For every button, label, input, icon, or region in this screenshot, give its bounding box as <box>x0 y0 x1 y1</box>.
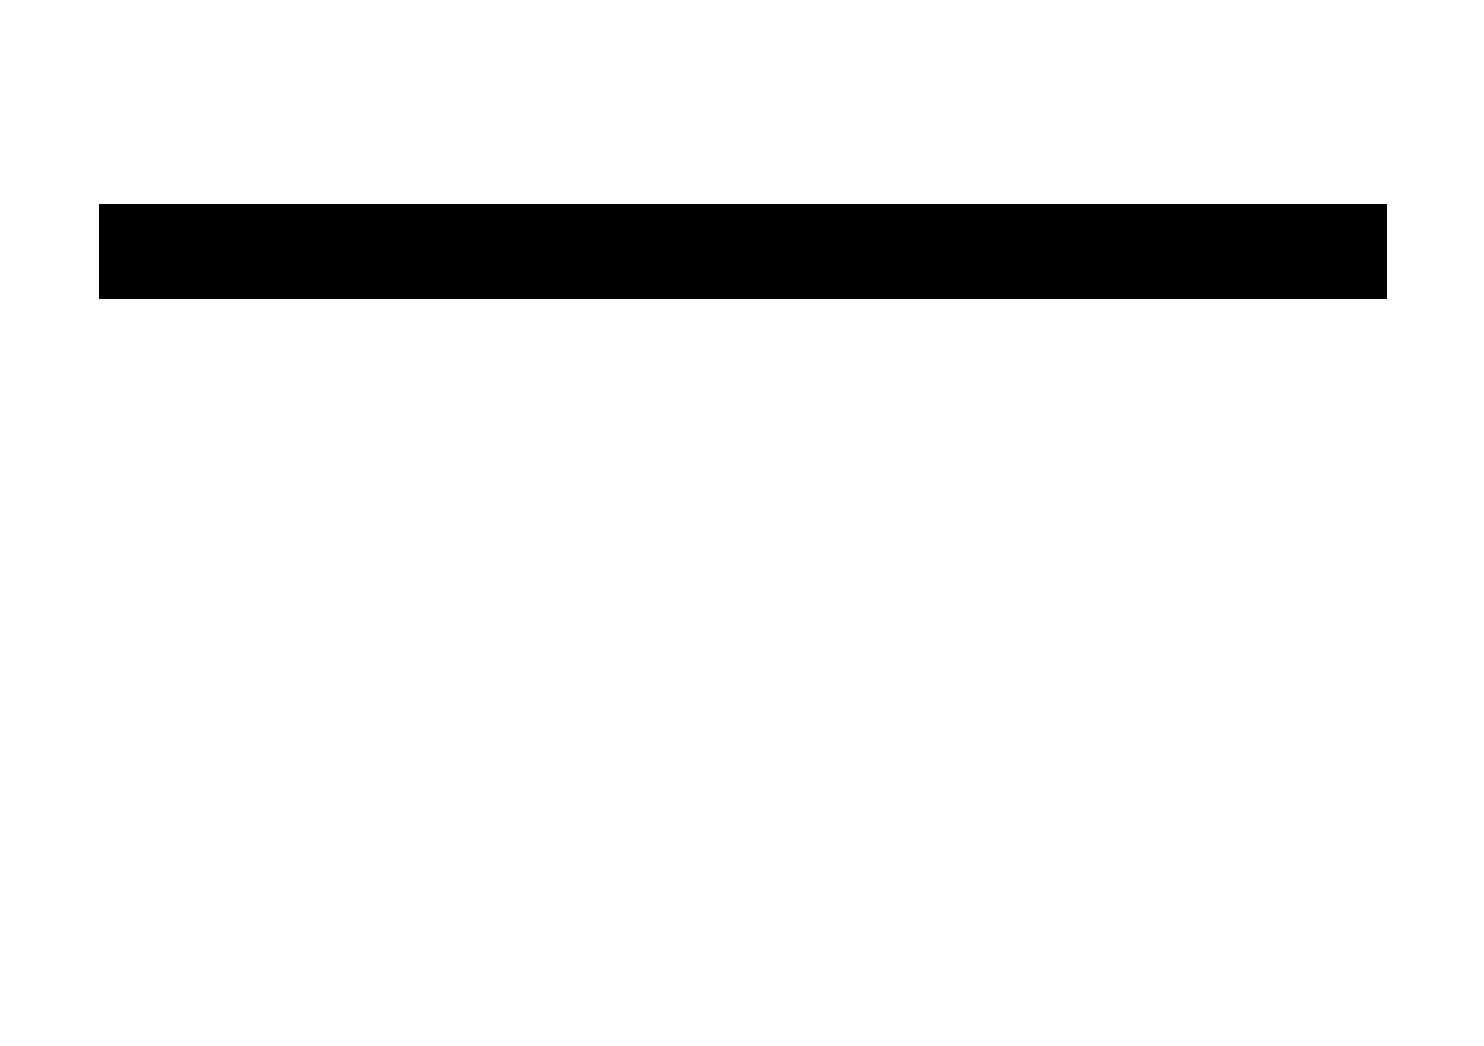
header-colour-in <box>730 205 942 299</box>
achievement-table <box>99 204 1387 913</box>
header-date-achieved <box>1170 205 1387 299</box>
header-achievement-details <box>357 205 730 299</box>
header-who-achieved <box>942 205 1170 299</box>
header-achievement-name <box>100 205 357 299</box>
table-header-row <box>100 205 1387 299</box>
